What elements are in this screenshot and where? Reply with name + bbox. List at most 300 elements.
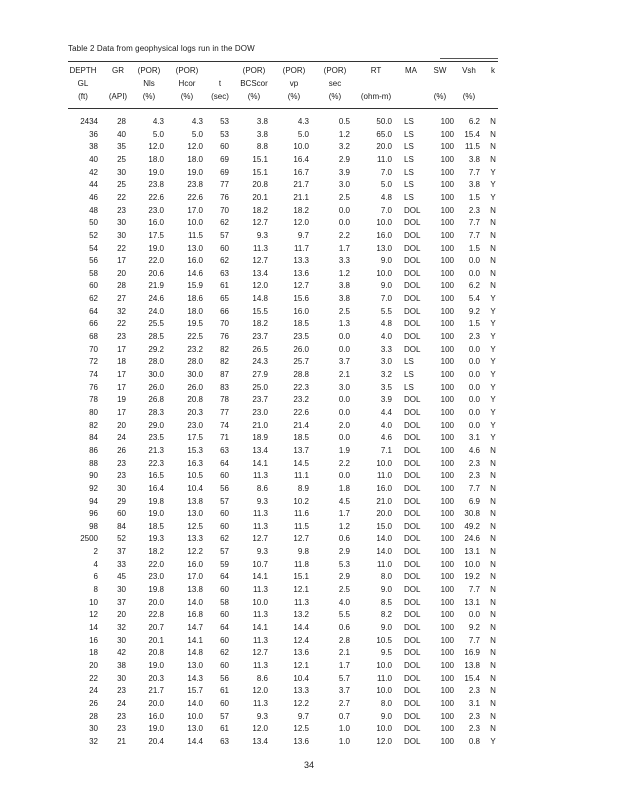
cell-rt: 11.0 [377, 154, 392, 164]
cell-gr: 84 [117, 521, 126, 531]
header-row [68, 91, 498, 103]
cell-por-bcscor: 11.3 [253, 660, 268, 670]
cell-por-nls: 19.0 [148, 509, 164, 519]
cell-por-vp: 9.7 [297, 230, 309, 240]
cell-sw: 100 [440, 610, 454, 620]
cell-t: 82 [220, 357, 229, 367]
cell-vsh: 4.6 [468, 445, 480, 455]
cell-por-vp: 23.5 [293, 332, 309, 342]
cell-k: N [490, 509, 496, 519]
header-depth: (ft) [78, 92, 88, 101]
cell-ma: DOL [404, 660, 421, 670]
cell-sw: 100 [440, 142, 454, 152]
cell-por-hcor: 28.0 [187, 357, 203, 367]
cell-k: N [490, 142, 496, 152]
cell-por-hcor: 15.7 [187, 686, 203, 696]
cell-t: 63 [220, 268, 229, 278]
cell-t: 60 [220, 610, 229, 620]
cell-t: 56 [220, 483, 229, 493]
cell-vsh: 2.3 [468, 711, 480, 721]
cell-por-hcor: 16.3 [187, 458, 203, 468]
cell-rt: 4.4 [380, 407, 392, 417]
cell-rt: 10.0 [376, 268, 392, 278]
cell-por-bcscor: 10.0 [252, 597, 268, 607]
cell-por-vp: 16.4 [293, 154, 309, 164]
cell-depth: 40 [89, 154, 98, 164]
cell-vsh: 16.9 [464, 648, 480, 658]
cell-rt: 16.0 [376, 230, 392, 240]
table-row [68, 660, 498, 673]
cell-por-nls: 26.0 [148, 382, 164, 392]
cell-gr: 28 [117, 117, 126, 126]
cell-rt: 11.0 [377, 471, 392, 481]
cell-sw: 100 [440, 319, 454, 329]
cell-k: N [490, 471, 496, 481]
cell-vsh: 30.8 [464, 509, 480, 519]
cell-ma: DOL [404, 319, 421, 329]
cell-rt: 5.5 [380, 306, 392, 316]
cell-por-nls: 20.1 [148, 635, 164, 645]
cell-por-vp: 18.5 [293, 319, 309, 329]
cell-por-bcscor: 21.0 [252, 420, 268, 430]
cell-vsh: 7.7 [468, 167, 480, 177]
cell-por-nls: 20.6 [148, 268, 164, 278]
cell-por-hcor: 17.0 [187, 205, 203, 215]
header-row [68, 78, 498, 90]
cell-por-sec: 5.3 [338, 559, 350, 569]
cell-sw: 100 [440, 635, 454, 645]
table-row [68, 685, 498, 698]
cell-t: 57 [220, 230, 229, 240]
cell-vsh: 7.7 [468, 585, 480, 595]
cell-ma: DOL [404, 623, 421, 632]
cell-por-sec: 0.0 [338, 332, 350, 342]
cell-por-hcor: 12.0 [187, 142, 203, 152]
cell-depth: 24 [89, 686, 98, 696]
cell-por-bcscor: 14.8 [252, 294, 268, 304]
cell-t: 78 [220, 395, 229, 405]
cell-sw: 100 [440, 509, 454, 519]
cell-rt: 4.0 [380, 332, 392, 342]
header-rt: RT [370, 66, 382, 75]
header-depth: DEPTH [69, 66, 97, 75]
cell-por-nls: 19.0 [148, 167, 164, 177]
table-row [68, 331, 498, 344]
table-row [68, 255, 498, 268]
cell-ma: DOL [404, 724, 421, 734]
cell-por-bcscor: 15.1 [252, 154, 268, 164]
cell-t: 62 [220, 648, 229, 658]
cell-por-sec: 3.7 [338, 686, 350, 696]
cell-sw: 100 [440, 623, 454, 632]
header-ma: MA [405, 66, 417, 75]
cell-por-nls: 19.8 [148, 496, 164, 506]
cell-depth: 46 [89, 192, 98, 202]
cell-por-hcor: 16.8 [187, 610, 203, 620]
cell-por-vp: 11.7 [294, 243, 309, 253]
cell-rt: 13.0 [376, 243, 392, 253]
cell-rt: 10.0 [376, 218, 392, 228]
header-por-nls: (POR) [137, 66, 161, 75]
cell-k: Y [490, 407, 496, 417]
cell-por-nls: 24.6 [148, 294, 164, 304]
cell-rt: 50.0 [376, 117, 392, 126]
table-row [68, 584, 498, 597]
cell-por-sec: 2.8 [338, 635, 350, 645]
cell-ma: DOL [404, 572, 421, 582]
cell-vsh: 0.0 [468, 382, 480, 392]
cell-rt: 10.0 [376, 686, 392, 696]
cell-t: 69 [220, 154, 229, 164]
cell-por-hcor: 13.0 [187, 724, 203, 734]
cell-ma: DOL [404, 445, 421, 455]
cell-vsh: 0.0 [468, 370, 480, 379]
cell-vsh: 15.4 [464, 673, 480, 683]
cell-por-hcor: 12.2 [187, 547, 203, 557]
cell-por-nls: 20.7 [148, 623, 164, 632]
cell-por-sec: 2.1 [338, 370, 350, 379]
cell-gr: 40 [117, 129, 126, 139]
cell-por-vp: 15.6 [293, 294, 309, 304]
cell-vsh: 1.5 [468, 192, 480, 202]
cell-por-vp: 23.2 [293, 395, 309, 405]
cell-vsh: 6.9 [468, 496, 480, 506]
cell-sw: 100 [440, 597, 454, 607]
cell-por-sec: 0.0 [338, 344, 350, 354]
cell-gr: 52 [117, 534, 126, 544]
cell-gr: 18 [117, 357, 126, 367]
cell-por-sec: 3.8 [338, 281, 350, 291]
cell-por-vp: 11.5 [294, 521, 309, 531]
header-por-hcor: Hcor [178, 79, 196, 88]
table-row [68, 635, 498, 648]
header-por-vp: (POR) [282, 66, 306, 75]
cell-vsh: 0.0 [468, 395, 480, 405]
cell-sw: 100 [440, 698, 454, 708]
cell-por-vp: 8.9 [297, 483, 309, 493]
cell-rt: 8.2 [380, 610, 392, 620]
cell-depth: 38 [89, 142, 98, 152]
cell-por-nls: 16.0 [148, 218, 164, 228]
cell-por-hcor: 13.8 [187, 496, 203, 506]
table-row [68, 723, 498, 736]
cell-gr: 37 [117, 597, 126, 607]
cell-gr: 26 [117, 445, 126, 455]
header-por-hcor: (POR) [175, 66, 199, 75]
cell-gr: 30 [117, 483, 126, 493]
cell-por-bcscor: 11.3 [253, 471, 268, 481]
cell-gr: 23 [117, 205, 126, 215]
cell-por-vp: 13.3 [293, 256, 309, 266]
cell-t: 66 [220, 306, 229, 316]
cell-por-vp: 21.7 [293, 180, 309, 190]
cell-depth: 70 [89, 344, 98, 354]
cell-t: 62 [220, 534, 229, 544]
cell-t: 83 [220, 382, 229, 392]
cell-sw: 100 [440, 458, 454, 468]
header-rt: (ohm-m) [360, 92, 392, 101]
cell-por-nls: 21.3 [148, 445, 164, 455]
cell-t: 87 [220, 370, 229, 379]
cell-t: 57 [220, 496, 229, 506]
cell-por-nls: 22.6 [148, 192, 164, 202]
table-row [68, 306, 498, 319]
cell-depth: 50 [89, 218, 98, 228]
cell-por-sec: 1.2 [338, 521, 350, 531]
cell-por-vp: 11.3 [294, 597, 309, 607]
cell-por-hcor: 17.0 [187, 572, 203, 582]
cell-vsh: 7.7 [468, 483, 480, 493]
cell-por-sec: 2.2 [338, 458, 350, 468]
cell-depth: 30 [89, 724, 98, 734]
cell-vsh: 0.0 [468, 268, 480, 278]
cell-depth: 28 [89, 711, 98, 721]
cell-por-nls: 17.5 [148, 230, 164, 240]
cell-por-sec: 3.7 [338, 357, 350, 367]
table-row [68, 508, 498, 521]
cell-por-hcor: 14.3 [187, 673, 203, 683]
cell-depth: 94 [89, 496, 98, 506]
cell-rt: 20.0 [376, 142, 392, 152]
cell-vsh: 0.8 [468, 736, 480, 746]
cell-por-hcor: 4.3 [191, 117, 203, 126]
cell-sw: 100 [440, 660, 454, 670]
cell-gr: 23 [117, 332, 126, 342]
cell-por-bcscor: 18.9 [252, 433, 268, 443]
table-row [68, 458, 498, 471]
cell-rt: 16.0 [376, 483, 392, 493]
cell-por-nls: 23.0 [148, 205, 164, 215]
cell-por-nls: 20.0 [148, 597, 164, 607]
cell-vsh: 2.3 [468, 686, 480, 696]
cell-por-vp: 15.1 [293, 572, 309, 582]
cell-sw: 100 [440, 180, 454, 190]
table-row [68, 445, 498, 458]
header-top-rule [68, 61, 498, 62]
cell-por-vp: 13.6 [293, 648, 309, 658]
table-row [68, 116, 498, 129]
cell-por-bcscor: 11.3 [253, 635, 268, 645]
cell-sw: 100 [440, 686, 454, 696]
cell-rt: 3.2 [380, 370, 392, 379]
cell-t: 65 [220, 294, 229, 304]
cell-t: 70 [220, 319, 229, 329]
cell-depth: 62 [89, 294, 98, 304]
table-row [68, 521, 498, 534]
cell-ma: LS [404, 167, 414, 177]
cell-vsh: 11.5 [465, 142, 480, 152]
cell-depth: 18 [89, 648, 98, 658]
cell-por-sec: 1.3 [338, 319, 350, 329]
cell-gr: 17 [117, 344, 126, 354]
cell-vsh: 7.7 [468, 230, 480, 240]
cell-sw: 100 [440, 648, 454, 658]
cell-por-vp: 14.5 [293, 458, 309, 468]
cell-sw: 100 [440, 268, 454, 278]
cell-gr: 23 [117, 711, 126, 721]
cell-t: 60 [220, 243, 229, 253]
table-row [68, 597, 498, 610]
cell-por-bcscor: 12.0 [252, 281, 268, 291]
cell-t: 77 [220, 180, 229, 190]
table-row [68, 736, 498, 749]
cell-por-bcscor: 11.3 [253, 585, 268, 595]
cell-ma: LS [404, 357, 414, 367]
cell-por-nls: 28.0 [148, 357, 164, 367]
cell-gr: 19 [117, 395, 126, 405]
cell-vsh: 3.8 [468, 180, 480, 190]
cell-sw: 100 [440, 471, 454, 481]
cell-rt: 5.0 [380, 180, 392, 190]
cell-gr: 24 [117, 698, 126, 708]
cell-por-bcscor: 26.5 [252, 344, 268, 354]
cell-gr: 28 [117, 281, 126, 291]
cell-sw: 100 [440, 736, 454, 746]
cell-sw: 100 [440, 483, 454, 493]
cell-por-nls: 18.5 [148, 521, 164, 531]
cell-vsh: 49.2 [464, 521, 480, 531]
table-row [68, 318, 498, 331]
cell-por-nls: 22.3 [148, 458, 164, 468]
cell-por-sec: 0.0 [338, 395, 350, 405]
table-row [68, 470, 498, 483]
cell-rt: 15.0 [376, 521, 392, 531]
cell-por-bcscor: 14.1 [252, 458, 268, 468]
cell-vsh: 5.4 [468, 294, 480, 304]
cell-por-bcscor: 13.4 [252, 268, 268, 278]
cell-por-vp: 16.0 [293, 306, 309, 316]
cell-por-bcscor: 12.7 [252, 648, 268, 658]
cell-t: 58 [220, 597, 229, 607]
cell-por-vp: 13.6 [293, 736, 309, 746]
table-row [68, 483, 498, 496]
cell-por-sec: 2.1 [338, 648, 350, 658]
cell-gr: 27 [117, 294, 126, 304]
table-row [68, 394, 498, 407]
cell-por-bcscor: 11.3 [253, 698, 268, 708]
cell-t: 53 [220, 117, 229, 126]
cell-t: 53 [220, 129, 229, 139]
cell-por-vp: 9.8 [297, 547, 309, 557]
cell-por-hcor: 14.8 [187, 648, 203, 658]
cell-vsh: 3.1 [468, 698, 480, 708]
cell-gr: 23 [117, 458, 126, 468]
cell-por-bcscor: 11.3 [253, 521, 268, 531]
cell-ma: DOL [404, 521, 421, 531]
cell-por-nls: 23.0 [148, 572, 164, 582]
cell-por-nls: 18.0 [148, 154, 164, 164]
cell-rt: 3.3 [380, 344, 392, 354]
cell-depth: 22 [89, 673, 98, 683]
cell-vsh: 1.5 [468, 319, 480, 329]
table-row [68, 293, 498, 306]
cell-por-hcor: 13.8 [187, 585, 203, 595]
table-row [68, 647, 498, 660]
cell-ma: DOL [404, 698, 421, 708]
cell-k: N [490, 218, 496, 228]
cell-por-nls: 29.0 [148, 420, 164, 430]
cell-por-bcscor: 8.8 [256, 142, 268, 152]
cell-depth: 4 [93, 559, 98, 569]
cell-por-nls: 4.3 [152, 117, 164, 126]
cell-depth: 74 [89, 370, 98, 379]
cell-ma: LS [404, 129, 414, 139]
table-row [68, 407, 498, 420]
cell-vsh: 2.3 [468, 458, 480, 468]
cell-vsh: 3.1 [468, 433, 480, 443]
cell-gr: 33 [117, 559, 126, 569]
cell-k: Y [490, 736, 496, 746]
table-row [68, 673, 498, 686]
caption-rule [440, 58, 498, 59]
cell-por-hcor: 18.0 [187, 306, 203, 316]
cell-k: Y [490, 395, 496, 405]
cell-por-sec: 1.9 [338, 445, 350, 455]
cell-por-nls: 22.8 [148, 610, 164, 620]
cell-ma: LS [404, 154, 414, 164]
cell-rt: 4.8 [380, 192, 392, 202]
cell-ma: DOL [404, 344, 421, 354]
cell-por-sec: 1.0 [338, 724, 350, 734]
cell-k: Y [490, 192, 496, 202]
cell-gr: 30 [117, 218, 126, 228]
cell-vsh: 9.2 [468, 306, 480, 316]
cell-k: N [490, 610, 496, 620]
cell-por-vp: 12.7 [293, 534, 309, 544]
cell-ma: DOL [404, 395, 421, 405]
cell-k: Y [490, 294, 496, 304]
cell-k: N [490, 698, 496, 708]
cell-por-hcor: 19.5 [187, 319, 203, 329]
cell-por-vp: 14.4 [293, 623, 309, 632]
header-por-nls: (%) [142, 92, 156, 101]
cell-vsh: 0.0 [468, 344, 480, 354]
cell-k: N [490, 547, 496, 557]
cell-ma: DOL [404, 458, 421, 468]
cell-depth: 72 [89, 357, 98, 367]
cell-por-bcscor: 14.1 [252, 572, 268, 582]
cell-vsh: 2.3 [468, 471, 480, 481]
cell-depth: 82 [89, 420, 98, 430]
header-t: (sec) [211, 92, 229, 101]
cell-por-sec: 0.0 [338, 205, 350, 215]
cell-vsh: 2.3 [468, 205, 480, 215]
cell-t: 57 [220, 547, 229, 557]
cell-t: 82 [220, 344, 229, 354]
cell-por-bcscor: 12.0 [252, 686, 268, 696]
cell-ma: DOL [404, 205, 421, 215]
cell-ma: DOL [404, 585, 421, 595]
cell-gr: 60 [117, 509, 126, 519]
header-gr: (API) [108, 92, 128, 101]
header-row [68, 65, 498, 77]
cell-depth: 76 [89, 382, 98, 392]
cell-por-bcscor: 12.7 [252, 256, 268, 266]
cell-por-nls: 22.0 [148, 256, 164, 266]
cell-gr: 20 [117, 268, 126, 278]
cell-depth: 32 [89, 736, 98, 746]
cell-por-bcscor: 18.2 [252, 319, 268, 329]
cell-por-sec: 5.5 [338, 610, 350, 620]
cell-por-hcor: 16.0 [187, 559, 203, 569]
cell-gr: 32 [117, 623, 126, 632]
cell-t: 60 [220, 660, 229, 670]
cell-depth: 78 [89, 395, 98, 405]
cell-rt: 8.0 [380, 572, 392, 582]
cell-sw: 100 [440, 218, 454, 228]
cell-depth: 36 [89, 129, 98, 139]
cell-rt: 11.0 [377, 559, 392, 569]
